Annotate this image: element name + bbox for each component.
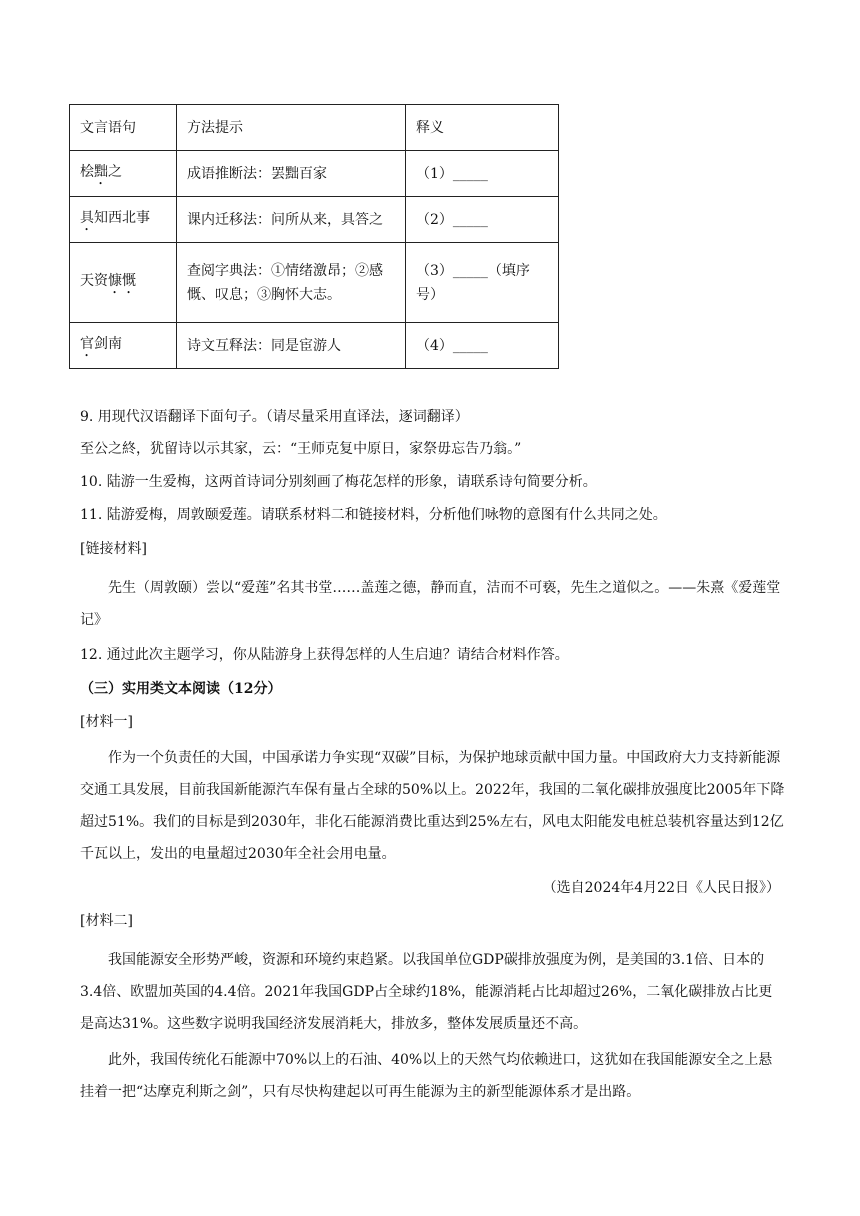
material-2-paragraph: 我国能源安全形势严峻，资源和环境约束趋紧。以我国单位GDP碳排放强度为例，是美国的3.1倍、日本的3.4倍、欧盟加英国的4.4倍。2021年我国GDP占全球约18%，能源消耗占比却超过26%，二氧化碳排放占比更是高达31%。这些数字说明我国经济发展消耗大，排放多，整体发展质量还不高。	[80, 952, 773, 1032]
link-material-label: [链接材料]	[80, 541, 147, 557]
material-1-source: （选自2024年4月22日《人民日报》）	[542, 880, 780, 896]
method-cell: 查阅字典法：①情绪激昂；②感慨、叹息；③胸怀大志。	[177, 243, 406, 323]
question-11: 11. 陆游爱梅，周敦颐爱莲。请联系材料二和链接材料，分析他们咏物的意图有什么共同之处。	[80, 507, 667, 523]
question-10: 10. 陆游一生爱梅，这两首诗词分别刻画了梅花怎样的形象，请联系诗句简要分析。	[80, 474, 597, 490]
vocab-table	[69, 104, 559, 369]
method-cell: 成语推断法：罢黜百家	[177, 151, 406, 197]
answer-cell: （3）_____（填序号）	[406, 243, 559, 323]
table-header: 释义	[406, 105, 559, 151]
sentence-cell: 桧黜之	[70, 151, 177, 197]
material-2-label: [材料二]	[80, 913, 133, 929]
table-row	[70, 243, 559, 323]
table-header-row	[70, 105, 559, 151]
method-cell: 诗文互释法：同是宦游人	[177, 323, 406, 369]
material-1-label: [材料一]	[80, 714, 133, 730]
sentence-cell: 天资慷慨	[70, 243, 177, 323]
question-12: 12. 通过此次主题学习，你从陆游身上获得怎样的人生启迪？请结合材料作答。	[80, 647, 569, 663]
table-row	[70, 197, 559, 243]
section-heading: （三）实用类文本阅读（12分）	[80, 681, 282, 697]
table-header: 方法提示	[177, 105, 406, 151]
sentence-cell: 具知西北事	[70, 197, 177, 243]
method-cell: 课内迁移法：问所从来，具答之	[177, 197, 406, 243]
sentence-cell: 官剑南	[70, 323, 177, 369]
table-row	[70, 151, 559, 197]
table-row	[70, 323, 559, 369]
question-9-sentence: 至公之終，犹留诗以示其家，云：“王师克复中原日，家祭毋忘告乃翁。”	[80, 441, 522, 457]
link-material-text: 先生（周敦颐）尝以“爱莲”名其书堂……盖莲之德，静而直，洁而不可亵，先生之道似之。——朱熹《爱莲堂记》	[80, 580, 781, 628]
question-9: 9. 用现代汉语翻译下面句子。（请尽量采用直译法，逐词翻译）	[80, 409, 469, 425]
answer-cell: （2）_____	[406, 197, 559, 243]
answer-cell: （4）_____	[406, 323, 559, 369]
answer-cell: （1）_____	[406, 151, 559, 197]
material-2-paragraph: 此外，我国传统化石能源中70%以上的石油、40%以上的天然气均依赖进口，这犹如在我国能源安全之上悬挂着一把“达摩克利斯之剑”，只有尽快构建起以可再生能源为主的新型能源体系才是出路。	[80, 1052, 773, 1100]
material-1-text: 作为一个负责任的大国，中国承诺力争实现“双碳”目标，为保护地球贡献中国力量。中国政府大力支持新能源交通工具发展，目前我国新能源汽车保有量占全球的50%以上。2022年，我国的二氧化碳排放强度比2005年下降超过51%。我们的目标是到2030年，非化石能源消费比重达到25%左右，风电太阳能发电桩总装机容量达到12亿千瓦以上，发出的电量超过2030年全社会用电量。	[80, 750, 785, 862]
table-header: 文言语句	[70, 105, 177, 151]
